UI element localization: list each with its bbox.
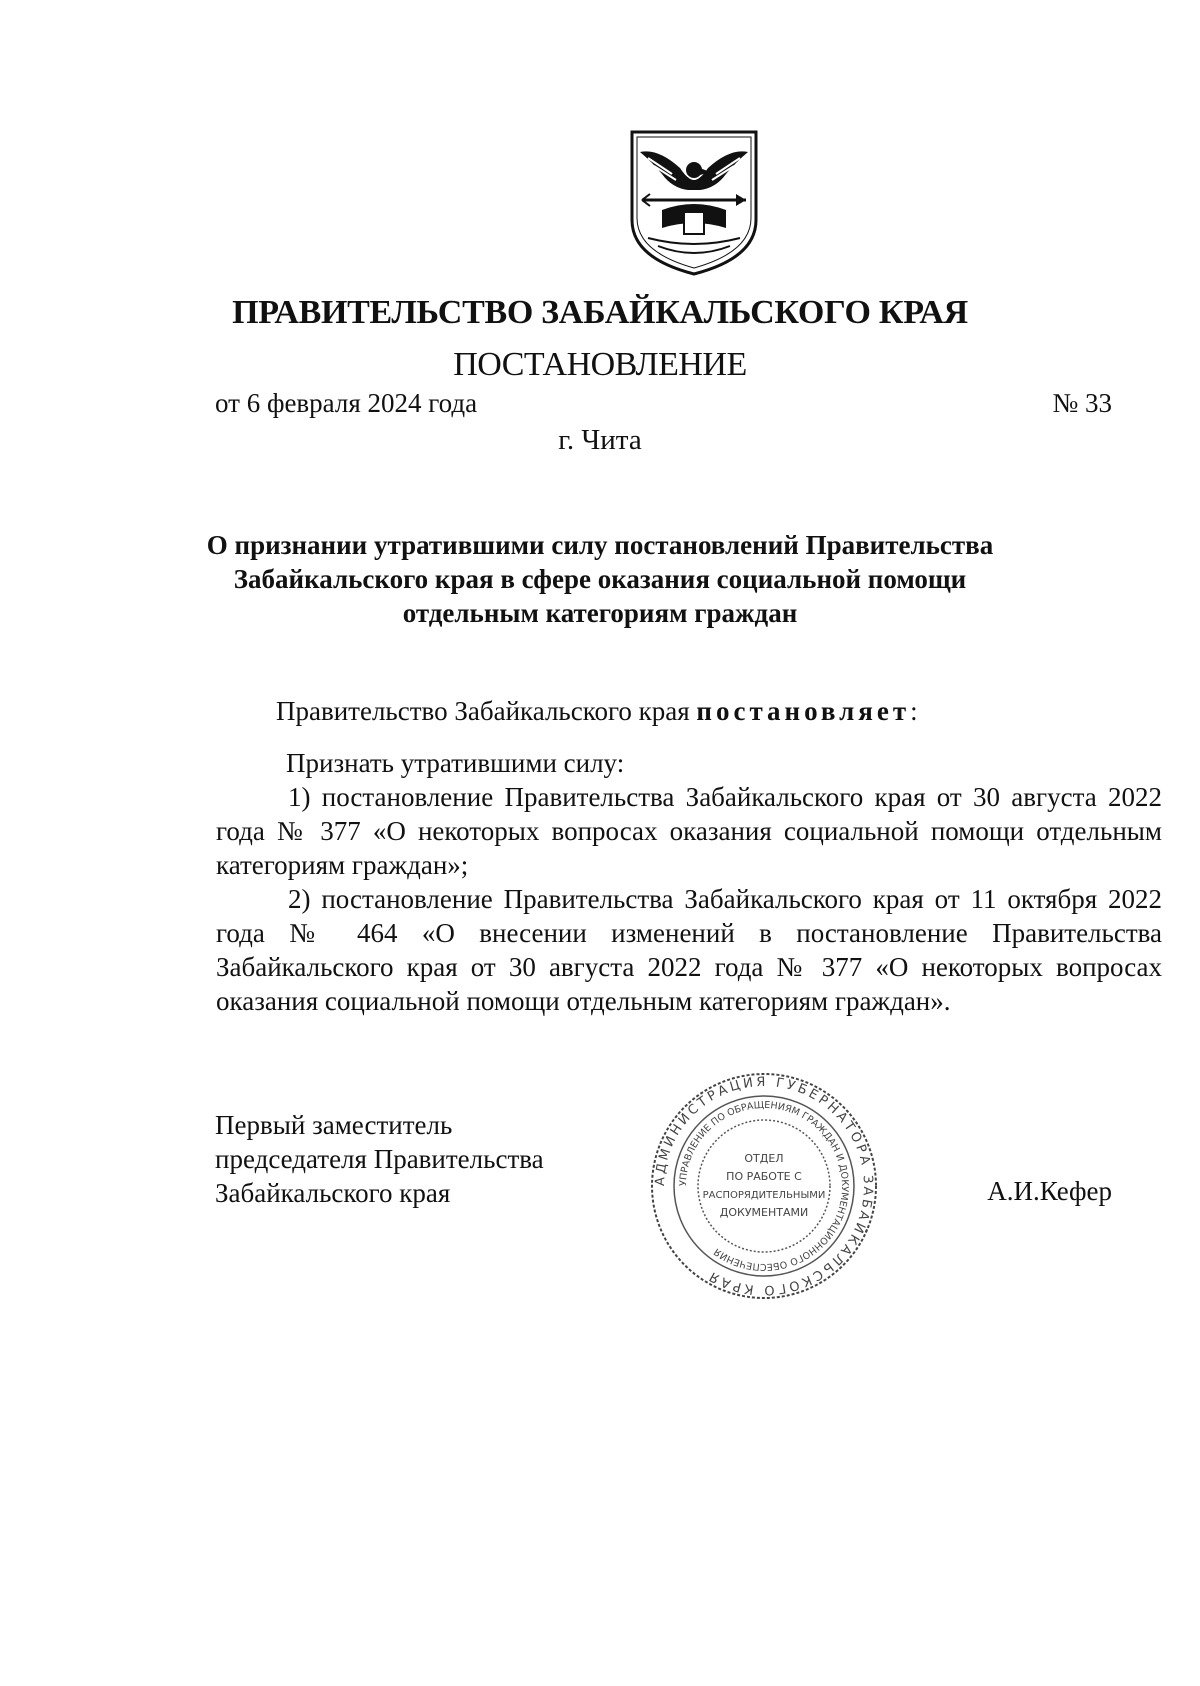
signatory-position bbox=[215, 1108, 615, 1210]
list-item: 2) постановление Правительства Забайкальского края от 11 октября 2022 года № 464 «О внесении изменений в постановление Правительства Забайкальского края от 30 августа 2022 года № 377 «О некоторых вопросах оказания социальной помощи отдельным категориям граждан». bbox=[216, 884, 1162, 1016]
document-subject bbox=[150, 528, 1050, 630]
stamp-center-line: РАСПОРЯДИТЕЛЬНЫМИ bbox=[702, 1190, 826, 1201]
subject-line: Забайкальского края в сфере оказания социальной помощи bbox=[233, 564, 967, 594]
official-stamp bbox=[648, 1070, 880, 1302]
stamp-inner-text: УПРАВЛЕНИЕ ПО ОБРАЩЕНИЯМ ГРАЖДАН И ДОКУМЕНТАЦИОННОГО ОБЕСПЕЧЕНИЯ bbox=[677, 1099, 851, 1273]
subject-line: отдельным категориям граждан bbox=[402, 598, 798, 628]
stamp-outer-text: АДМИНИСТРАЦИЯ ГУБЕРНАТОРА ЗАБАЙКАЛЬСКОГО КРАЯ bbox=[652, 1074, 876, 1298]
signatory-position-line: Забайкальского края bbox=[215, 1178, 451, 1208]
document-date: от 6 февраля 2024 года bbox=[215, 388, 478, 418]
subject-line: О признании утратившими силу постановлений Правительства bbox=[206, 530, 994, 560]
signatory-position-line: председателя Правительства bbox=[215, 1144, 544, 1174]
document-number: № 33 bbox=[1052, 388, 1112, 418]
stamp-center-line: ДОКУМЕНТАМИ bbox=[719, 1206, 809, 1219]
resolve-word: постановляет bbox=[696, 696, 911, 726]
coat-of-arms-icon bbox=[628, 128, 760, 276]
document-type: ПОСТАНОВЛЕНИЕ bbox=[453, 346, 747, 383]
stamp-center-line: ОТДЕЛ bbox=[744, 1152, 784, 1165]
resolve-suffix: : bbox=[910, 696, 918, 726]
signatory-name: А.И.Кефер bbox=[987, 1176, 1112, 1206]
resolve-prefix: Правительство Забайкальского края bbox=[276, 696, 690, 726]
resolve-clause bbox=[216, 694, 1200, 728]
recognize-statement: Признать утратившими силу: bbox=[286, 748, 625, 778]
document-city: г. Чита bbox=[558, 424, 642, 456]
organization-title: ПРАВИТЕЛЬСТВО ЗАБАЙКАЛЬСКОГО КРАЯ bbox=[232, 294, 968, 331]
stamp-center-line: ПО РАБОТЕ С bbox=[726, 1170, 802, 1183]
signatory-position-line: Первый заместитель bbox=[215, 1110, 453, 1140]
list-item: 1) постановление Правительства Забайкальского края от 30 августа 2022 года № 377 «О некоторых вопросах оказания социальной помощи отдельным категориям граждан»; bbox=[216, 782, 1162, 880]
